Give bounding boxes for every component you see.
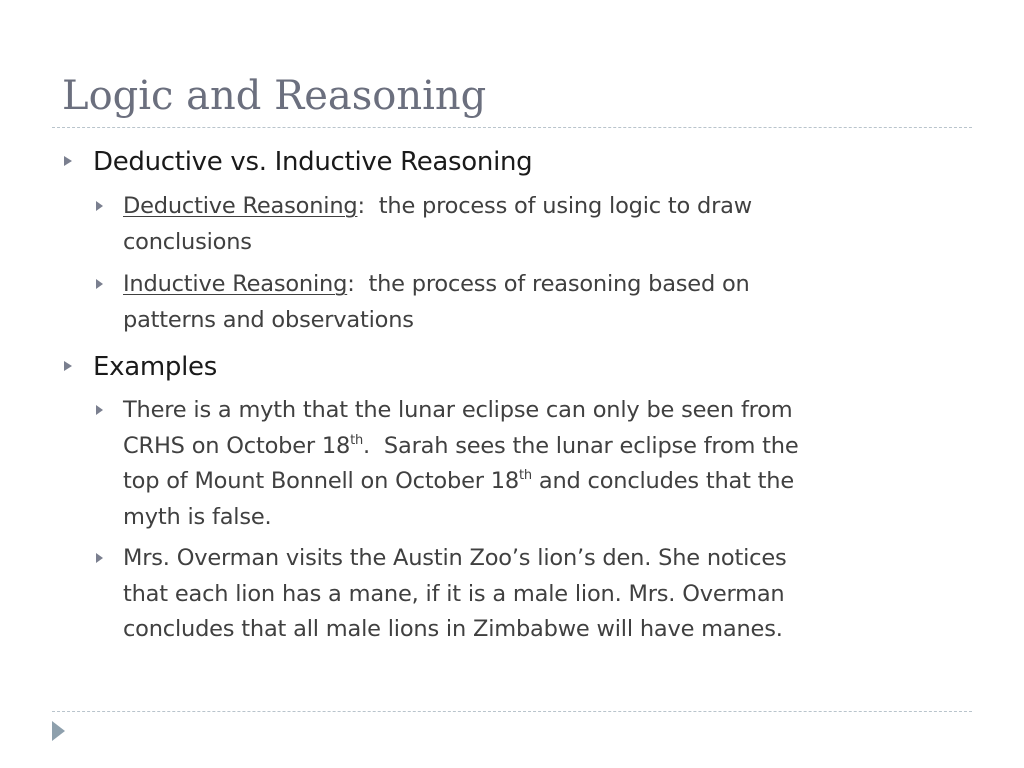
title-divider (52, 127, 972, 128)
sub-bullet-deductive-reasoning (123, 189, 953, 260)
play-next-icon[interactable] (52, 721, 65, 741)
inductive-definition-part1: the process of reasoning based on (354, 271, 750, 297)
sub-bullet-inductive-reasoning (123, 267, 953, 338)
deductive-definition-part1: the process of using logic to draw (364, 193, 752, 219)
example1-line1: There is a myth that the lunar eclipse can only be seen from (123, 397, 793, 423)
example1-line2-rest: . Sarah sees the lunar eclipse from the (363, 432, 799, 459)
example1-line4: myth is false. (123, 503, 272, 530)
sub-bullet-triangle-icon (96, 405, 103, 415)
ordinal-suffix: th (350, 432, 364, 448)
term-inductive-reasoning: Inductive Reasoning (123, 271, 348, 297)
example1-line2-text: CRHS on October 18 (123, 432, 351, 459)
example1-line3-text: top of Mount Bonnell on October 18 (123, 468, 519, 494)
deductive-definition-part2: conclusions (123, 228, 252, 255)
bullet-triangle-icon (64, 156, 72, 166)
bullet-heading-deductive-vs-inductive: Deductive vs. Inductive Reasoning (93, 147, 533, 177)
example1-line2 (123, 429, 953, 465)
term-colon: : (347, 271, 355, 297)
example2-line1: Mrs. Overman visits the Austin Zoo’s lion’s den. She notices (123, 545, 787, 571)
example2-line3: concludes that all male lions in Zimbabwe will have manes. (123, 616, 783, 642)
ordinal-suffix: th (518, 468, 532, 483)
term-colon: : (357, 193, 365, 219)
example1-line3-rest: and concludes that the (531, 468, 794, 494)
inductive-definition-part2: patterns and observations (123, 306, 414, 333)
bullet-triangle-icon (64, 361, 72, 371)
example2-line2: that each lion has a mane, if it is a male lion. Mrs. Overman (123, 580, 785, 607)
term-deductive-reasoning: Deductive Reasoning (123, 193, 358, 219)
sub-bullet-triangle-icon (96, 279, 103, 289)
sub-bullet-triangle-icon (96, 201, 103, 211)
bullet-heading-examples: Examples (93, 352, 217, 382)
sub-bullet-example-lions (123, 541, 953, 648)
sub-bullet-example-lunar-eclipse (123, 393, 953, 535)
footer-divider (52, 711, 972, 712)
example1-line3 (123, 464, 953, 500)
sub-bullet-triangle-icon (96, 553, 103, 563)
slide-title: Logic and Reasoning (62, 73, 487, 119)
